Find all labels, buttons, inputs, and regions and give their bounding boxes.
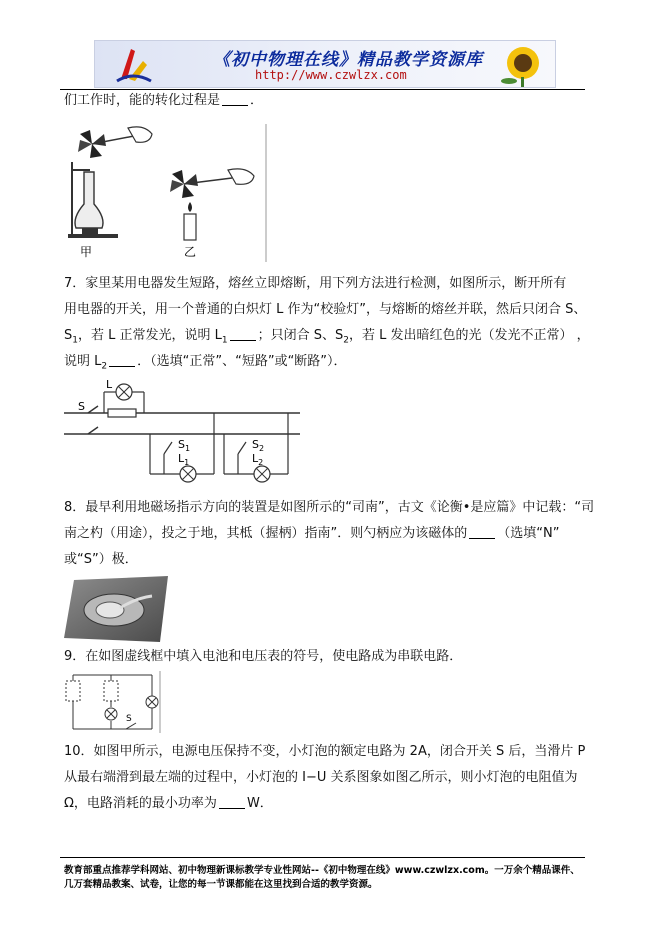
svg-text:L1: $L_1$: [178, 452, 190, 467]
svg-text:S2: $S_2$: [252, 438, 265, 453]
q7-line-4: 说明 $L_2$ ．（选填“正常”、“短路”或“断路”）．: [64, 354, 347, 372]
q8-line-3: 或“S”）极．: [64, 552, 138, 567]
site-logo: [113, 41, 153, 87]
circuit-figure-q7: [64, 380, 304, 480]
intro-line: 们工作时，能的转化过程是 ．: [64, 93, 264, 108]
header-rule: [60, 89, 585, 90]
stand-base: [68, 234, 118, 238]
flame-icon: [188, 202, 192, 212]
label-yi: 乙: [184, 245, 197, 259]
windmill-figure: [62, 122, 272, 262]
circuit-figure-q9: [64, 671, 164, 733]
label-jia: 甲: [80, 245, 93, 259]
q8-line-2: 南之杓（用途），投之于地，其柢（握柄）指南”．则勺柄应为该磁体的 （选填“N”: [64, 526, 560, 541]
candle: [184, 214, 196, 240]
switch-s1: [164, 442, 172, 454]
answer-blank: [469, 525, 495, 539]
main-switch: [88, 406, 98, 413]
svg-text:S1: $S_1$: [178, 438, 191, 453]
hand-icon: [128, 127, 152, 142]
svg-text:S: S: [126, 714, 132, 724]
banner-url: http://www.czwlzx.com: [255, 68, 407, 82]
lamp-l-icon: [116, 384, 132, 400]
lamp-l1-icon: [180, 466, 196, 482]
footer-line-1: 教育部重点推荐学科网站、初中物理新课标教学专业性网站--《初中物理在线》www.czwlzx.com。一万余个精品课件、: [64, 865, 580, 876]
svg-text:S: S: [78, 400, 85, 413]
q10-line-1: 10．如图甲所示，电源电压保持不变，小灯泡的额定电路为 2A，闭合开关 S 后，当滑片 P: [64, 744, 586, 759]
footer-line-2: 几万套精品教案、试卷，让您的每一节课都能在这里找到合适的教学资源。: [64, 879, 378, 890]
flask: [75, 172, 103, 228]
svg-text:L: L: [106, 378, 113, 391]
header-banner: [94, 40, 556, 88]
q8-line-1: 8．最早利用地磁场指示方向的装置是如图所示的“司南”，古文《论衡•是应篇》中记载：“司: [64, 500, 595, 515]
answer-blank: [219, 795, 245, 809]
lamp-l2-icon: [254, 466, 270, 482]
answer-blank: [109, 353, 135, 367]
banner-title: 《初中物理在线》精品教学资源库: [213, 50, 483, 70]
answer-blank: [222, 92, 248, 106]
q7-line-2: 用电器的开关，用一个普通的白炽灯 L 作为“校验灯”，与熔断的熔丝并联，然后只闭合 S、: [64, 302, 587, 317]
svg-text:L2: $L_2$: [252, 452, 264, 467]
intro-text: 们工作时，能的转化过程是: [64, 93, 221, 108]
q10-line-3: Ω，电路消耗的最小功率为 W．: [64, 796, 273, 811]
dashed-box-1: [66, 681, 80, 701]
lamp-icon: [146, 696, 158, 708]
hand-icon: [228, 169, 254, 184]
lamp-icon: [105, 708, 117, 720]
answer-blank: [230, 327, 256, 341]
sunflower-icon: [491, 41, 551, 87]
q9-line-1: 9．在如图虚线框中填入电池和电压表的符号，使电路成为串联电路．: [64, 649, 463, 664]
q7-line-3: $S_1$，若 L 正常发光，说明 $L_1$ ；只闭合 S、$S_2$，若 L 发出暗红色的光（发光不正常） ，: [64, 328, 590, 346]
q10-line-2: 从最右端滑到最左端的过程中，小灯泡的 I−U 关系图象如图乙所示，则小灯泡的电阻值为: [64, 770, 578, 785]
sinan-compass-image: [64, 576, 168, 642]
dashed-box-2: [104, 681, 118, 701]
switch-s2: [238, 442, 246, 454]
footer-rule: [60, 857, 585, 858]
fuse: [108, 409, 136, 417]
q7-line-1: 7．家里某用电器发生短路，熔丝立即熔断，用下列方法进行检测，如图所示，断开所有: [64, 276, 567, 291]
